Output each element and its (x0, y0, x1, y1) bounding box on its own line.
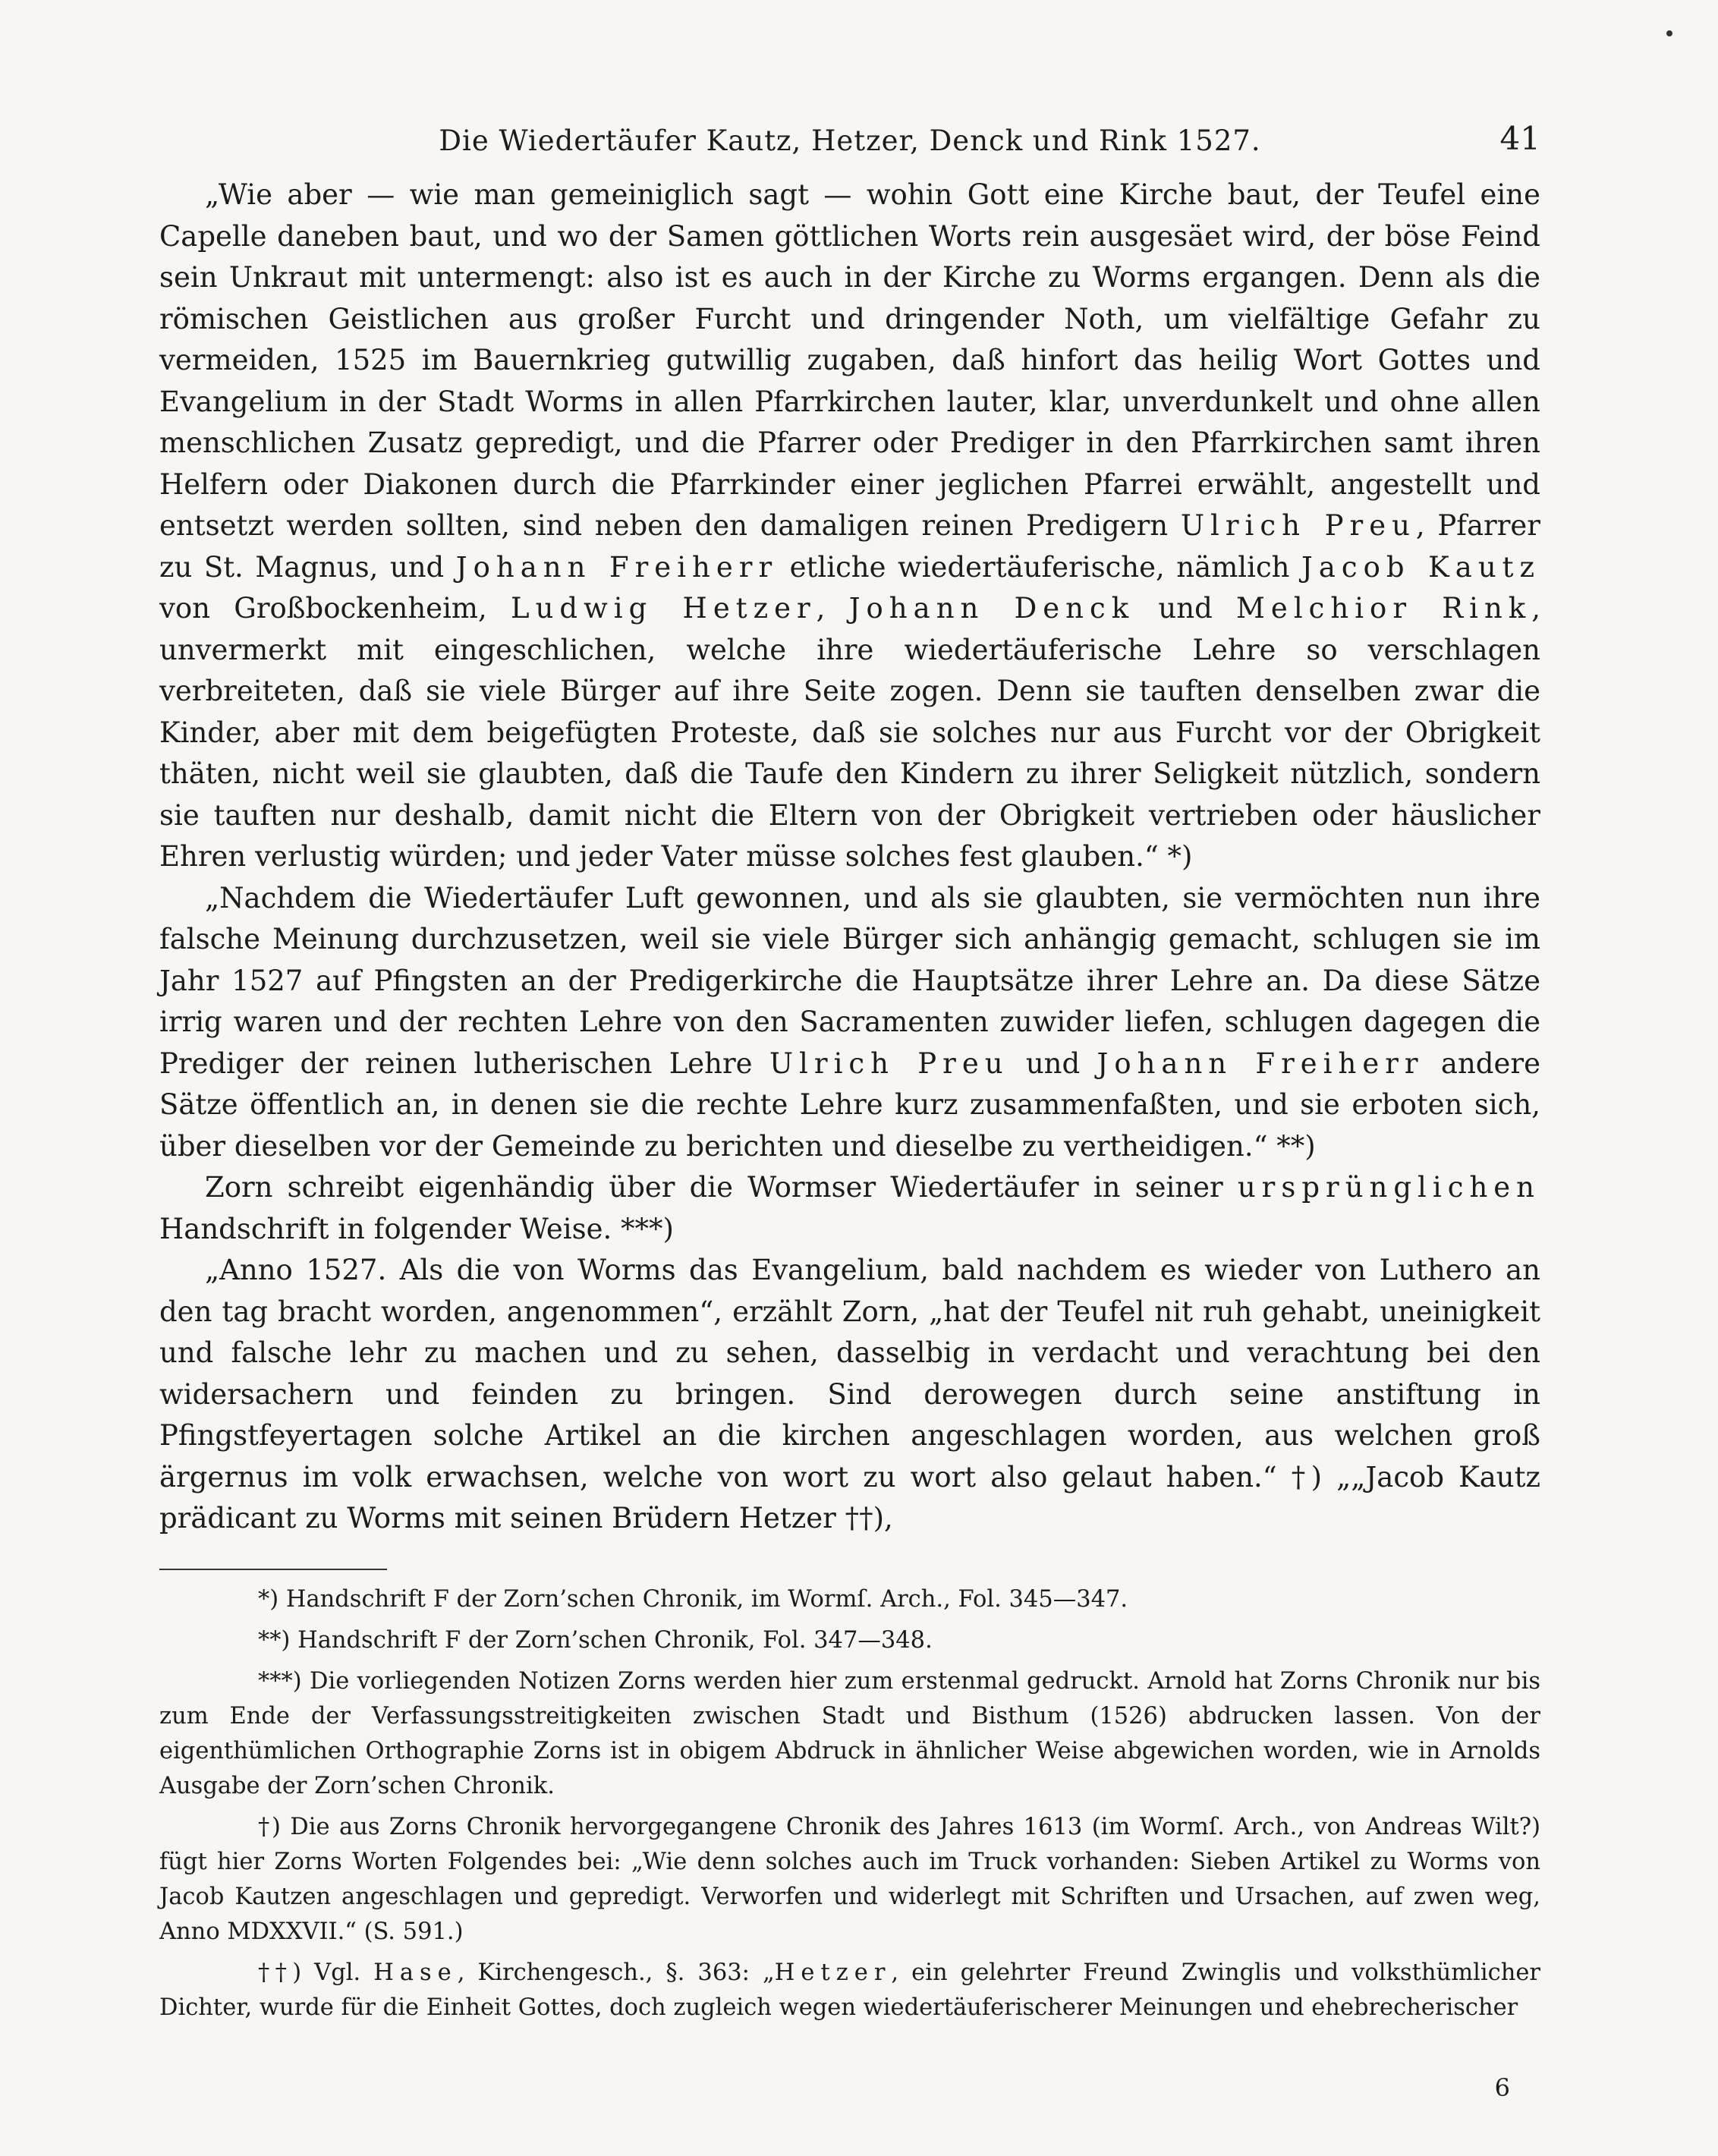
name-spaced: Melchior Rink (1236, 592, 1532, 625)
footnote-5: ††) Vgl. Hase, Kirchengesch., §. 363: „Hetzer, ein gelehrter Freund Zwinglis und volksthümlicher Dichter, wurde für die Einheit Gottes, doch zugleich wegen wiedertäuferischerer Meinungen und ehebrecherischer (159, 1959, 1540, 2021)
page-header (159, 114, 1540, 175)
footnote-2: **) Handschrift F der Zorn’schen Chronik, Fol. 347—348. (258, 1626, 933, 1654)
name-spaced: Johann Freiherr (455, 550, 779, 584)
paragraph-1: „Wie aber — wie man gemeiniglich sagt — wohin Gott eine Kirche baut, der Teufel eine Capelle daneben baut, und wo der Samen göttlichen Worts rein ausgesäet wird, der böse Feind sein Unkraut mit untermengt: also ist es auch in der Kirche zu Worms ergangen. Denn als die römischen Geistlichen aus großer Furcht und dringender Noth, um vielfältige Gefahr zu vermeiden, 1525 im Bauernkrieg gutwillig zugaben, daß hinfort das heilig Wort Gottes und Evangelium in der Stadt Worms in allen Pfarrkirchen lauter, klar, unverdunkelt und ohne allen menschlichen Zusatz gepredigt, und die Pfarrer oder Prediger in den Pfarrkirchen samt ihren Helfern oder Diakonen durch die Pfarrkinder einer jeglichen Pfarrei erwählt, angestellt und entsetzt werden sollten, sind neben den damaligen reinen Predigern Ulrich Preu, Pfarrer zu St. Magnus, und Johann Freiherr etliche wiedertäuferische, nämlich Jacob Kautz von Großbockenheim, Ludwig Hetzer, Johann Denck und Melchior Rink, unvermerkt mit eingeschlichen, welche ihre wiedertäuferische Lehre so verschlagen verbreiteten, daß sie viele Bürger auf ihre Seite zogen. Denn sie tauften denselben zwar die Kinder, aber mit dem beigefügten Proteste, daß sie solches nur aus Furcht vor der Obrigkeit thäten, nicht weil sie glaubten, daß die Taufe den Kindern zu ihrer Seligkeit nützlich, sondern sie tauften nur deshalb, damit nicht die Eltern von der Obrigkeit vertrieben oder häuslicher Ehren verlustig würden; und jeder Vater müsse solches fest glauben.“ *) (159, 178, 1541, 873)
footnote-divider (159, 1569, 387, 1570)
footnote-1: *) Handschrift F der Zorn’schen Chronik, im Wormſ. Arch., Fol. 345—347. (258, 1585, 1128, 1613)
name-spaced: Johann Freiherr (1097, 1047, 1424, 1080)
paragraph-2: „Nachdem die Wiedertäufer Luft gewonnen, und als sie glaubten, sie vermöchten nun ihre falsche Meinung durchzusetzen, weil sie viele Bürger sich anhängig gemacht, schlugen sie im Jahr 1527 auf Pfingsten an der Predigerkirche die Hauptsätze ihrer Lehre an. Da diese Sätze irrig waren und der rechten Lehre von den Sacramenten zuwider liefen, schlugen dagegen die Prediger der reinen lutherischen Lehre Ulrich Preu und Johann Freiherr andere Sätze öffentlich an, in denen sie die rechte Lehre kurz zusammenfaßten, und sie erboten sich, über dieselben vor der Gemeinde zu berichten und dieselbe zu vertheidigen.“ **) (159, 881, 1540, 1163)
footnotes (159, 1582, 1540, 2025)
footnote-3: ***) Die vorliegenden Notizen Zorns werden hier zum erstenmal gedruckt. Arnold hat Zorns Chronik nur bis zum Ende der Verfassungsstreitigkeiten zwischen Stadt und Bisthum (1526) abdrucken lassen. Von der eigenthümlichen Orthographie Zorns ist in obigem Abdruck in ähnlicher Weise abgewichen worden, wie in Arnolds Ausgabe der Zorn’schen Chronik. (159, 1667, 1540, 1799)
emphasis-spaced: ursprünglichen (1237, 1171, 1540, 1204)
name-spaced: Ulrich Preu (769, 1047, 1009, 1080)
name-spaced: Jacob Kautz (1301, 550, 1541, 584)
footnote-4: †) Die aus Zorns Chronik hervorgegangene Chronik des Jahres 1613 (im Wormſ. Arch., von Andreas Wilt?) fügt hier Zorns Worten Folgendes bei: „Wie denn solches auch im Truck vorhanden: Sieben Artikel zu Worms von Jacob Kautzen angeschlagen und gepredigt. Verworfen und widerlegt mit Schriften und Ursachen, auf zwen weg, Anno MDXXVII.“ (S. 591.) (159, 1813, 1540, 1945)
page-number: 41 (1499, 120, 1540, 157)
name-spaced: Johann Denck (848, 592, 1135, 625)
main-text (159, 175, 1540, 1540)
paragraph-4: „Anno 1527. Als die von Worms das Evangelium, bald nachdem es wieder von Luthero an den tag bracht worden, angenommen“, erzählt Zorn, „hat der Teufel nit ruh gehabt, uneinigkeit und falsche lehr zu machen und zu sehen, dasselbig in verdacht und verachtung bei den widersachern und feinden zu bringen. Sind derowegen durch seine anstiftung in Pfingstfeyertagen solche Artikel an die kirchen angeschlagen worden, aus welchen groß ärgernus im volk erwachsen, welche von wort zu wort also gelaut haben.“ †) „„Jacob Kautz prädicant zu Worms mit seinen Brüdern Hetzer ††), (159, 1254, 1540, 1534)
name-spaced: Ludwig Hetzer (511, 592, 817, 625)
running-title: Die Wiedertäufer Kautz, Hetzer, Denck und Rink 1527. (439, 124, 1261, 157)
name-spaced: Ulrich Preu (1180, 509, 1416, 542)
signature-mark: 6 (1494, 2073, 1510, 2102)
book-page (159, 114, 1540, 2117)
paragraph-3: Zorn schreibt eigenhändig über die Wormser Wiedertäufer in seiner ursprünglichen Handschrift in folgender Weise. ***) (159, 1171, 1540, 1245)
ink-speck (1666, 30, 1672, 36)
